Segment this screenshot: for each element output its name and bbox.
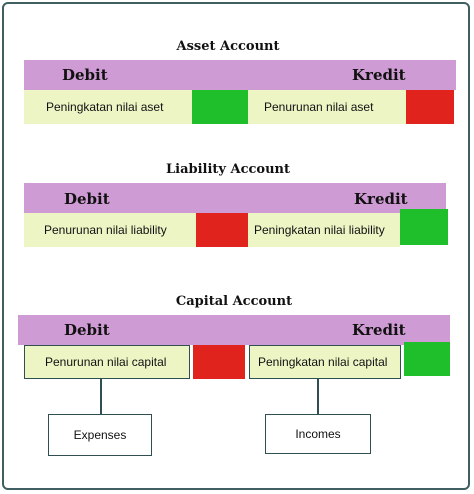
liability-kredit-label: Kredit [354, 190, 408, 208]
liability-debit-label: Debit [64, 190, 110, 208]
capital-band [18, 315, 450, 345]
diagram-frame [2, 2, 470, 490]
liability-account-title: Liability Account [166, 162, 290, 177]
liability-kredit-entry: Peningkatan nilai liability [248, 213, 400, 247]
incomes-connector [317, 379, 319, 414]
liability-debit-entry: Penurunan nilai liability [24, 213, 196, 247]
asset-debit-label: Debit [62, 66, 108, 84]
capital-account-title: Capital Account [175, 294, 293, 309]
asset-kredit-entry: Penurunan nilai aset [248, 90, 406, 124]
expenses-box: Expenses [48, 414, 152, 456]
capital-kredit-entry: Peningkatan nilai capital [249, 345, 401, 379]
asset-decrease-swatch [406, 90, 454, 124]
asset-kredit-label: Kredit [352, 66, 406, 84]
capital-debit-entry: Penurunan nilai capital [24, 345, 190, 379]
liability-band [24, 183, 446, 213]
asset-debit-entry: Peningkatan nilai aset [24, 90, 192, 124]
capital-decrease-swatch [193, 345, 245, 379]
capital-debit-label: Debit [64, 321, 110, 339]
asset-account-title: Asset Account [176, 39, 280, 54]
incomes-box: Incomes [265, 414, 371, 454]
expenses-connector [100, 379, 102, 414]
liability-increase-swatch [400, 209, 448, 245]
asset-increase-swatch [192, 90, 248, 124]
capital-kredit-label: Kredit [352, 321, 406, 339]
capital-increase-swatch [404, 342, 450, 376]
liability-decrease-swatch [196, 213, 248, 247]
asset-band [24, 60, 456, 90]
